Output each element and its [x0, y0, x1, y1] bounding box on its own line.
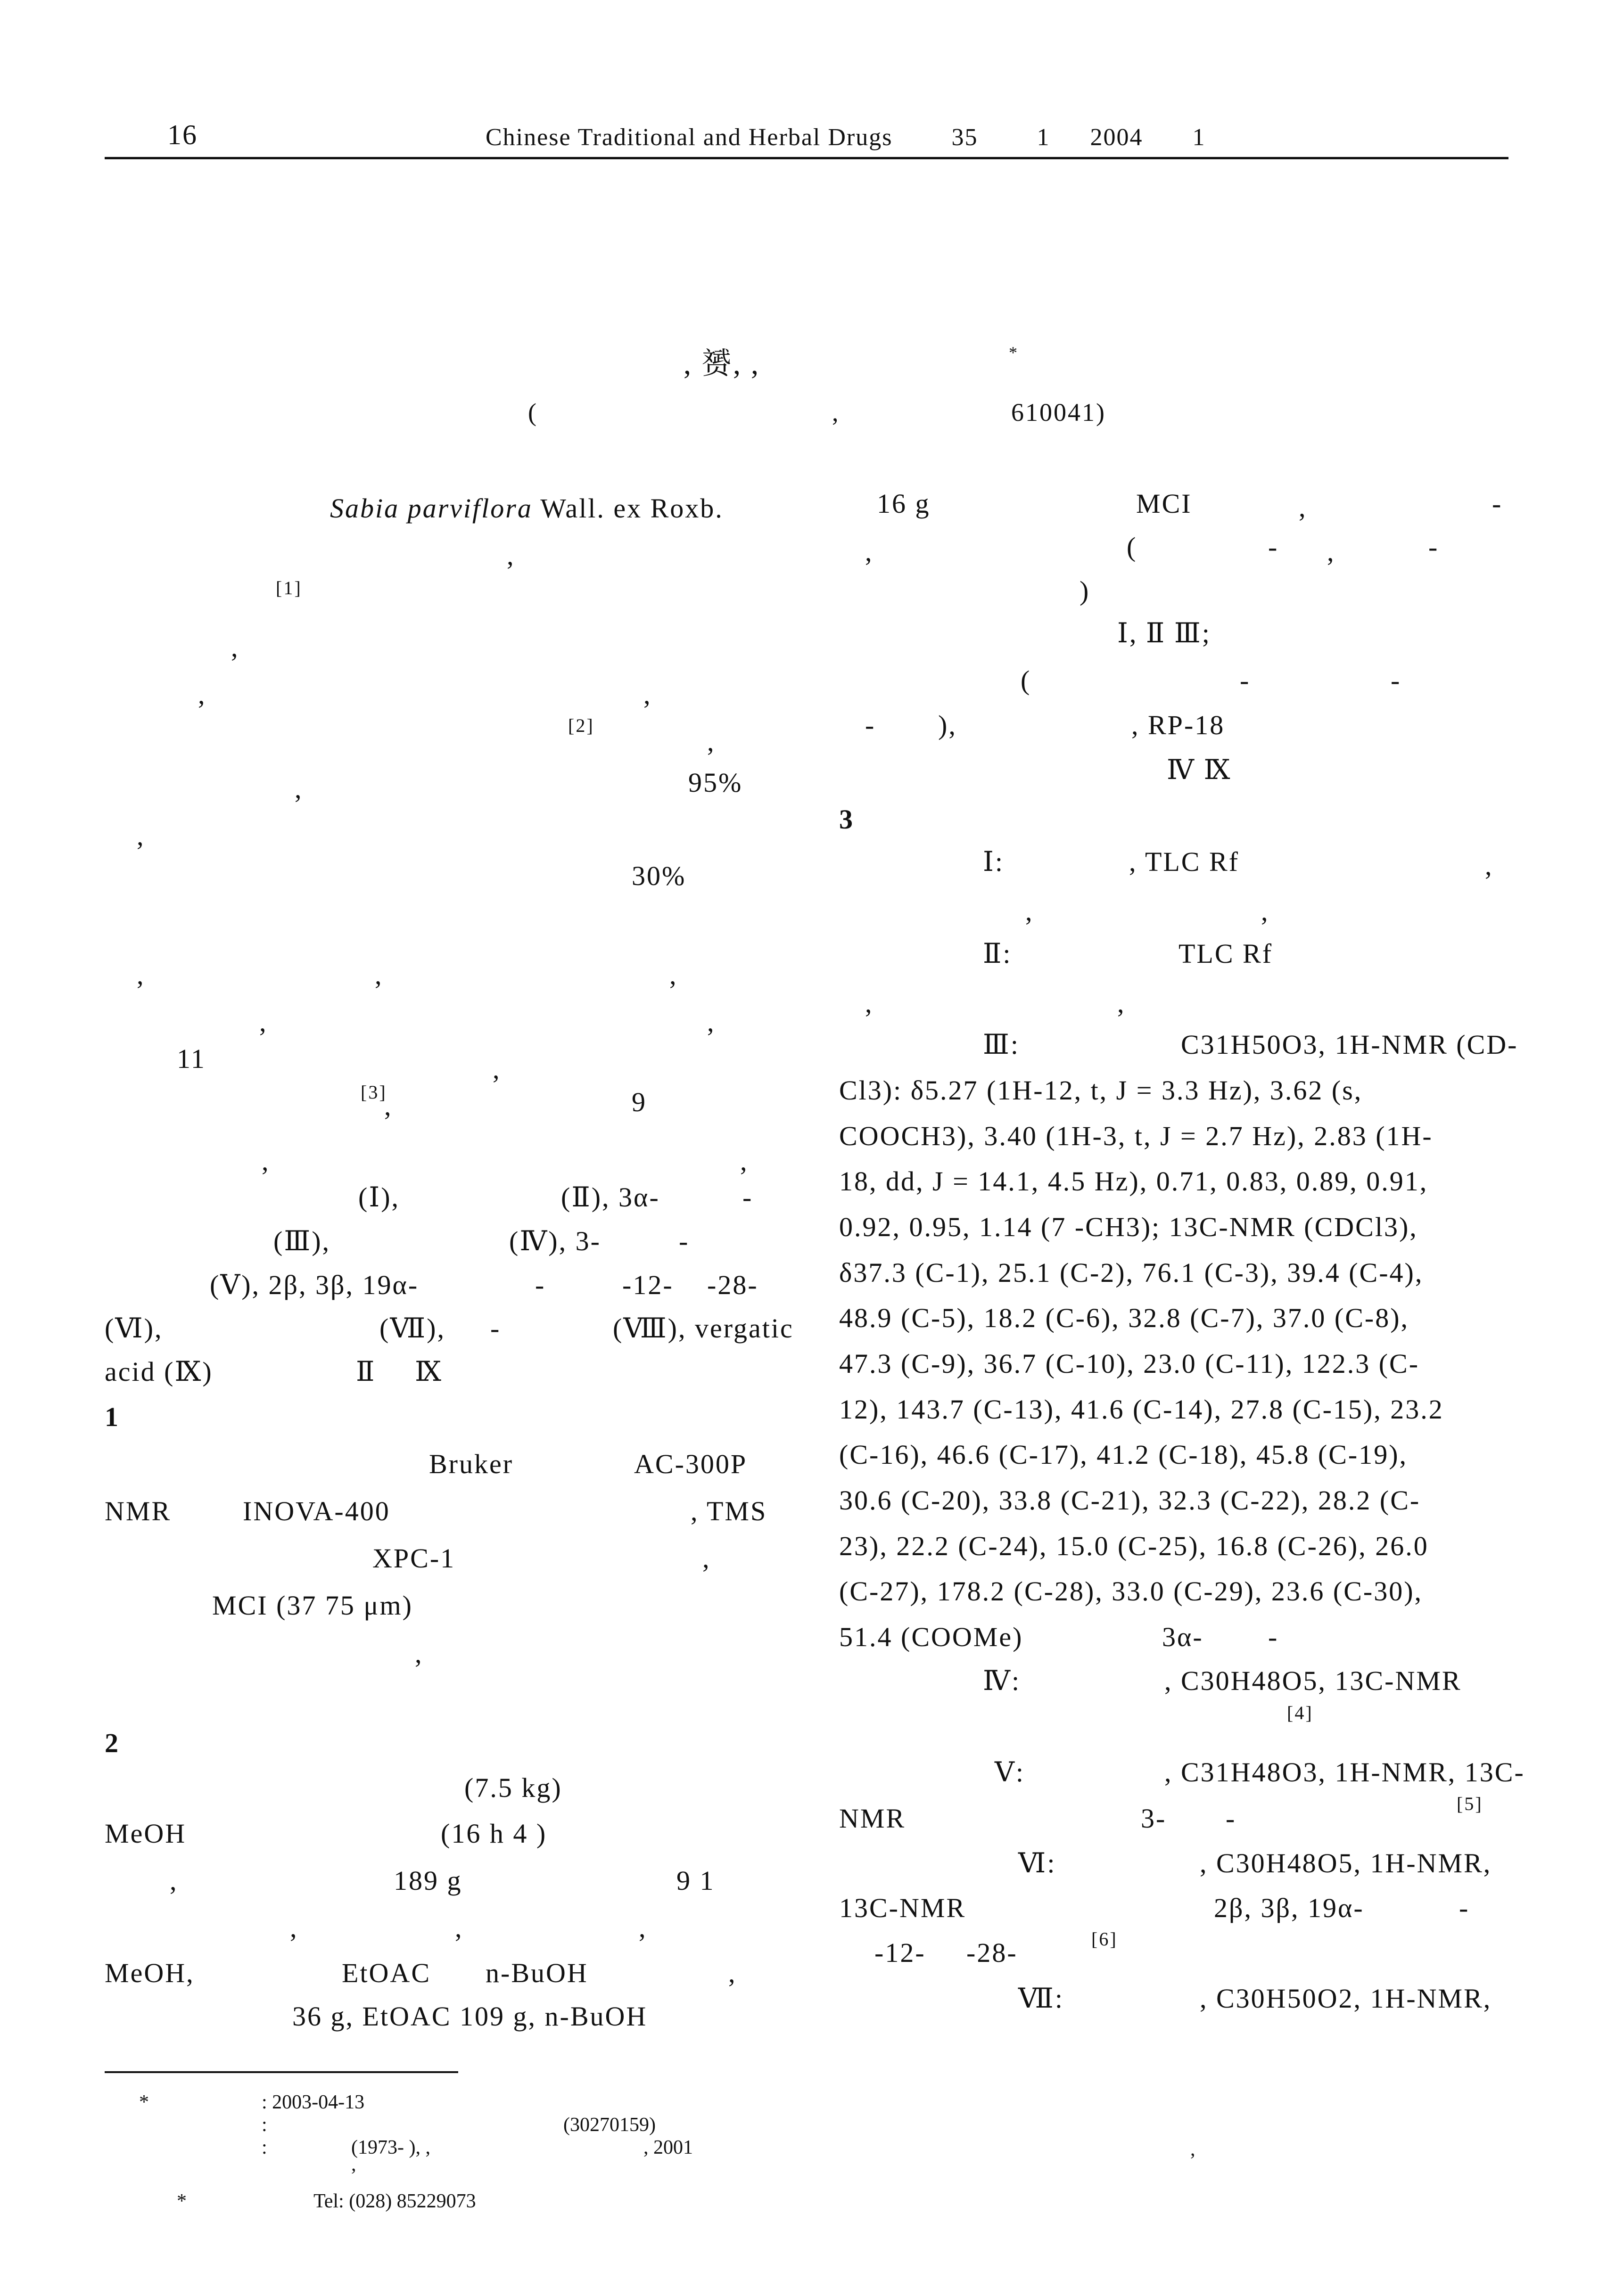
compound-V-label: Ⅴ: — [995, 1757, 1025, 1788]
right-line-29c: - — [1226, 1803, 1236, 1834]
footnote-rule — [105, 2071, 458, 2073]
left-line-18c: - — [490, 1313, 501, 1344]
nmr-line-21: (C-16), 46.6 (C-17), 41.2 (C-18), 45.8 (C-19), — [839, 1439, 1408, 1470]
header-rule — [105, 157, 1508, 159]
left-line-27a: , — [170, 1865, 178, 1896]
inova-model: INOVA-400 — [243, 1496, 390, 1526]
left-line-6: , — [707, 726, 716, 757]
left-line-28a: , — [290, 1912, 298, 1943]
left-line-11b: , — [707, 1007, 716, 1037]
bruker-label: Bruker — [429, 1449, 514, 1479]
left-line-14b: , — [740, 1146, 749, 1176]
right-line-11b: , — [1117, 988, 1126, 1018]
right-line-31c: - — [1459, 1893, 1470, 1923]
mass-16g: 16 g — [877, 488, 931, 519]
compound-II-label: Ⅱ: — [983, 938, 1012, 969]
fraction-masses: 36 g, EtOAC 109 g, n-BuOH — [292, 2001, 648, 2032]
left-line-19c: Ⅸ — [415, 1356, 443, 1387]
left-line-16c: - — [679, 1226, 690, 1256]
ref-4: [4] — [1287, 1702, 1313, 1723]
left-line-1 — [330, 495, 724, 522]
right-line-2c: - — [1268, 532, 1279, 562]
left-line-11a: , — [259, 1007, 268, 1037]
authors-line: , 赟, , — [684, 347, 760, 380]
nmr-line-16: 0.92, 0.95, 1.14 (7 -CH3); 13C-NMR (CDCl3), — [839, 1212, 1418, 1242]
footnote-right-comma: , — [1190, 2139, 1195, 2160]
year: 2004 — [1090, 124, 1143, 151]
left-line-17d: -28- — [707, 1270, 758, 1300]
nmr-line-13: Cl3): δ5.27 (1H-12, t, J = 3.3 Hz), 3.62 (s, — [839, 1075, 1363, 1106]
journal-name: Chinese Traditional and Herbal Drugs — [486, 124, 893, 151]
left-line-5a: , — [198, 679, 206, 710]
left-line-17b: - — [535, 1270, 546, 1300]
ref-6: [6] — [1091, 1928, 1118, 1950]
ref-1: [1] — [276, 577, 302, 599]
nmr-line-24: (C-27), 178.2 (C-28), 33.0 (C-29), 23.6 (C-30), — [839, 1576, 1423, 1607]
left-line-4: , — [231, 632, 239, 663]
right-line-1d: - — [1492, 488, 1503, 519]
rp18-label: , RP-18 — [1131, 710, 1225, 740]
compound-I-label: Ⅰ: — [983, 846, 1005, 877]
footnote-3d: , — [351, 2154, 356, 2175]
left-line-13-comma: , — [384, 1091, 393, 1121]
left-line-5b: , — [643, 679, 652, 710]
telephone: Tel: (028) 85229073 — [313, 2190, 476, 2212]
footnote-2a: : — [262, 2114, 267, 2136]
running-header — [486, 123, 1205, 151]
left-line-10c: , — [669, 959, 678, 990]
nmr-line-17: δ37.3 (C-1), 25.1 (C-2), 76.1 (C-3), 39.4 (C-4), — [839, 1257, 1424, 1288]
right-line-6b: ), — [938, 710, 957, 740]
ref-3: [3] — [361, 1082, 387, 1103]
affiliation-comma: , — [832, 398, 840, 426]
corresponding-mark: * — [1009, 343, 1019, 362]
left-line-10b: , — [375, 959, 383, 990]
left-line-19b: Ⅱ — [356, 1356, 376, 1387]
compound-VII-formula: , C30H50O2, 1H-NMR, — [1200, 1983, 1492, 2014]
nmr-line-22: 30.6 (C-20), 33.8 (C-21), 32.3 (C-22), 28.2 (C- — [839, 1485, 1421, 1516]
bruker-model: AC-300P — [634, 1449, 748, 1479]
compound-VII: (Ⅶ), — [379, 1313, 445, 1344]
ratio-9-1: 9 1 — [676, 1865, 715, 1896]
plant-mass: (7.5 kg) — [464, 1772, 562, 1803]
compounds-IV-IX: Ⅳ Ⅸ — [1167, 754, 1232, 785]
ethanol-percent: 95% — [688, 767, 743, 798]
right-line-2d: , — [1327, 536, 1335, 567]
left-line-15c: - — [742, 1182, 753, 1213]
month: 1 — [1192, 124, 1206, 151]
nmr-label-V: NMR — [839, 1803, 906, 1834]
left-line-24: , — [415, 1638, 423, 1669]
author-bio: (1973- ), , — [351, 2137, 430, 2158]
left-line-10a: , — [137, 959, 145, 990]
received-date: : 2003-04-13 — [262, 2091, 365, 2113]
section-3-heading: 3 — [839, 804, 854, 835]
meoh-fraction: MeOH, — [105, 1958, 195, 1988]
nmr-label: NMR — [105, 1496, 172, 1526]
compound-III-id: 3α- — [1162, 1622, 1203, 1652]
compound-IX: acid (Ⅸ) — [105, 1356, 213, 1387]
ref-5: [5] — [1457, 1793, 1483, 1814]
compound-III-label: Ⅲ: — [983, 1029, 1020, 1060]
buoh-label: n-BuOH — [486, 1958, 588, 1988]
mci-label: MCI — [1136, 488, 1192, 519]
nmr-line-20: 12), 143.7 (C-13), 41.6 (C-14), 27.8 (C-15), 23.2 — [839, 1394, 1444, 1425]
nmr-line-25: 51.4 (COOMe) — [839, 1622, 1023, 1652]
page-number: 16 — [167, 119, 198, 150]
left-line-8: , — [137, 820, 145, 851]
grant-number: (30270159) — [563, 2114, 656, 2136]
left-line-29d: , — [728, 1958, 737, 1988]
right-line-25c: - — [1268, 1622, 1279, 1652]
compound-VI-id: 2β, 3β, 19α- — [1214, 1893, 1364, 1923]
right-line-2e: - — [1428, 532, 1439, 562]
left-line-17c: -12- — [622, 1270, 674, 1300]
species-name: Sabia parviflora — [330, 493, 533, 524]
compound-IV: (Ⅳ), 3- — [509, 1226, 601, 1256]
tlc-rf-II: TLC Rf — [1178, 938, 1273, 969]
compound-VI-formula: , C30H48O5, 1H-NMR, — [1200, 1848, 1492, 1878]
extraction-time: (16 h 4 ) — [441, 1818, 547, 1849]
xpc-model: XPC-1 — [372, 1543, 456, 1574]
left-line-28c: , — [639, 1912, 647, 1943]
species-authority: Wall. ex Roxb. — [540, 493, 724, 524]
compound-IV-formula: , C30H48O5, 13C-NMR — [1164, 1665, 1462, 1696]
footnote-3a: : — [262, 2137, 267, 2158]
compound-II: (Ⅱ), 3α- — [561, 1182, 660, 1213]
c13-nmr-VI: 13C-NMR — [839, 1893, 966, 1923]
right-line-11a: , — [865, 988, 874, 1018]
left-line-7: , — [295, 773, 303, 804]
compound-V: (Ⅴ), 2β, 3β, 19α- — [210, 1270, 419, 1300]
compound-III: (Ⅲ), — [273, 1226, 331, 1256]
nmr-line-19: 47.3 (C-9), 36.7 (C-10), 23.0 (C-11), 122.3 (C- — [839, 1348, 1420, 1379]
right-line-3: ) — [1080, 575, 1090, 606]
footnote-mark-1: * — [139, 2091, 149, 2113]
right-line-9b: , — [1261, 896, 1269, 927]
percent-30: 30% — [632, 861, 686, 891]
compound-V-formula: , C31H48O3, 1H-NMR, 13C- — [1164, 1757, 1525, 1788]
section-1-heading: 1 — [105, 1402, 120, 1432]
compound-VI: (Ⅵ), — [105, 1313, 163, 1344]
right-line-2b: ( — [1127, 532, 1137, 562]
issue: 1 — [1037, 124, 1050, 151]
etoac-label: EtOAC — [342, 1958, 431, 1988]
nmr-line-14: COOCH3), 3.40 (1H-3, t, J = 2.7 Hz), 2.83 (1H- — [839, 1121, 1433, 1151]
affiliation-open: ( — [528, 398, 538, 426]
tms-label: , TMS — [691, 1496, 767, 1526]
compound-I: (Ⅰ), — [358, 1182, 400, 1213]
compound-VII-label: Ⅶ: — [1018, 1983, 1064, 2014]
postcode: 610041) — [1011, 398, 1106, 426]
nmr-line-18: 48.9 (C-5), 18.2 (C-6), 32.8 (C-7), 37.0 (C-8), — [839, 1303, 1409, 1333]
right-line-8c: , — [1485, 850, 1493, 881]
compounds-I-III: Ⅰ, Ⅱ Ⅲ; — [1117, 618, 1211, 648]
right-line-9a: , — [1025, 896, 1034, 927]
meoh-label: MeOH — [105, 1818, 187, 1849]
tlc-rf-I: , TLC Rf — [1129, 846, 1239, 877]
volume: 35 — [951, 124, 978, 151]
compound-V-id: 3- — [1141, 1803, 1167, 1834]
number-11: 11 — [177, 1043, 206, 1074]
compound-VIII: (Ⅷ), vergatic — [613, 1313, 794, 1344]
right-line-1c: , — [1299, 492, 1307, 523]
compound-III-formula: C31H50O3, 1H-NMR (CD- — [1181, 1029, 1518, 1060]
right-line-2a: , — [865, 536, 874, 567]
mci-spec: MCI (37 75 μm) — [212, 1590, 413, 1621]
right-line-5b: - — [1240, 665, 1251, 696]
left-line-14a: , — [262, 1146, 270, 1176]
right-line-5c: - — [1391, 665, 1401, 696]
nmr-line-23: 23), 22.2 (C-24), 15.0 (C-25), 16.8 (C-26), 26.0 — [839, 1531, 1429, 1561]
right-line-6a: - — [865, 710, 876, 740]
extract-mass: 189 g — [394, 1865, 462, 1896]
number-9: 9 — [632, 1087, 647, 1117]
section-2-heading: 2 — [105, 1728, 120, 1758]
compound-IV-label: Ⅳ: — [983, 1665, 1021, 1696]
left-line-12: , — [493, 1054, 501, 1084]
left-line-28b: , — [455, 1912, 463, 1943]
author-bio-year: , 2001 — [643, 2137, 693, 2158]
right-line-32a: -12- — [874, 1937, 926, 1968]
compound-VI-label: Ⅵ: — [1018, 1848, 1056, 1878]
right-line-32b: -28- — [966, 1937, 1018, 1968]
ref-2: [2] — [568, 715, 594, 736]
left-line-2: , — [507, 540, 515, 571]
footnote-mark-2: * — [177, 2190, 187, 2212]
left-line-22b: , — [702, 1543, 711, 1574]
nmr-line-15: 18, dd, J = 14.1, 4.5 Hz), 0.71, 0.83, 0.89, 0.91, — [839, 1166, 1428, 1197]
right-line-5a: ( — [1021, 665, 1031, 696]
